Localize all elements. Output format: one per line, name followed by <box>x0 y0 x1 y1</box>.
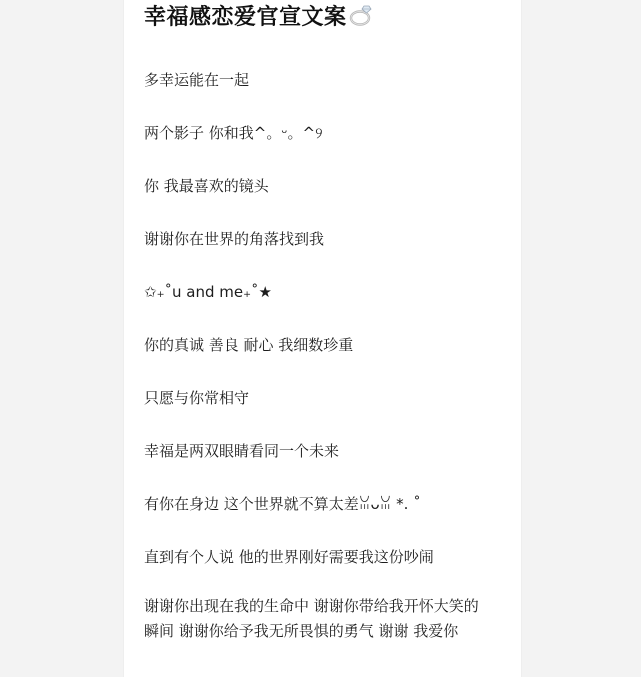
caption-line: 直到有个人说 他的世界刚好需要我这份吵闹 <box>144 548 434 566</box>
caption-line: 只愿与你常相守 <box>144 389 250 407</box>
caption-line: 有你在身边 这个世界就不算太差ꈍᴗꈍ *. ˚ <box>144 495 421 513</box>
caption-list <box>144 68 494 598</box>
post-title-text: 幸福感恋爱官宣文案 <box>144 5 347 30</box>
post-title <box>144 0 375 32</box>
closing-paragraph: 谢谢你出现在我的生命中 谢谢你带给我开怀大笑的瞬间 谢谢你给予我无所畏惧的勇气 谢谢 我爱你 <box>144 597 479 640</box>
caption-line: 幸福是两双眼睛看同一个未来 <box>144 442 340 460</box>
caption-line: 你 我最喜欢的镜头 <box>144 177 269 195</box>
caption-line: 多幸运能在一起 <box>144 71 250 89</box>
ring-icon <box>349 4 375 32</box>
caption-line: 谢谢你在世界的角落找到我 <box>144 230 325 248</box>
caption-line: ✩₊˚u and me₊˚★ <box>144 283 272 301</box>
caption-line: 两个影子 你和我^。ᵕ。^୨ <box>144 124 323 142</box>
caption-line: 你的真诚 善良 耐心 我细数珍重 <box>144 336 354 354</box>
post-card <box>124 0 521 677</box>
